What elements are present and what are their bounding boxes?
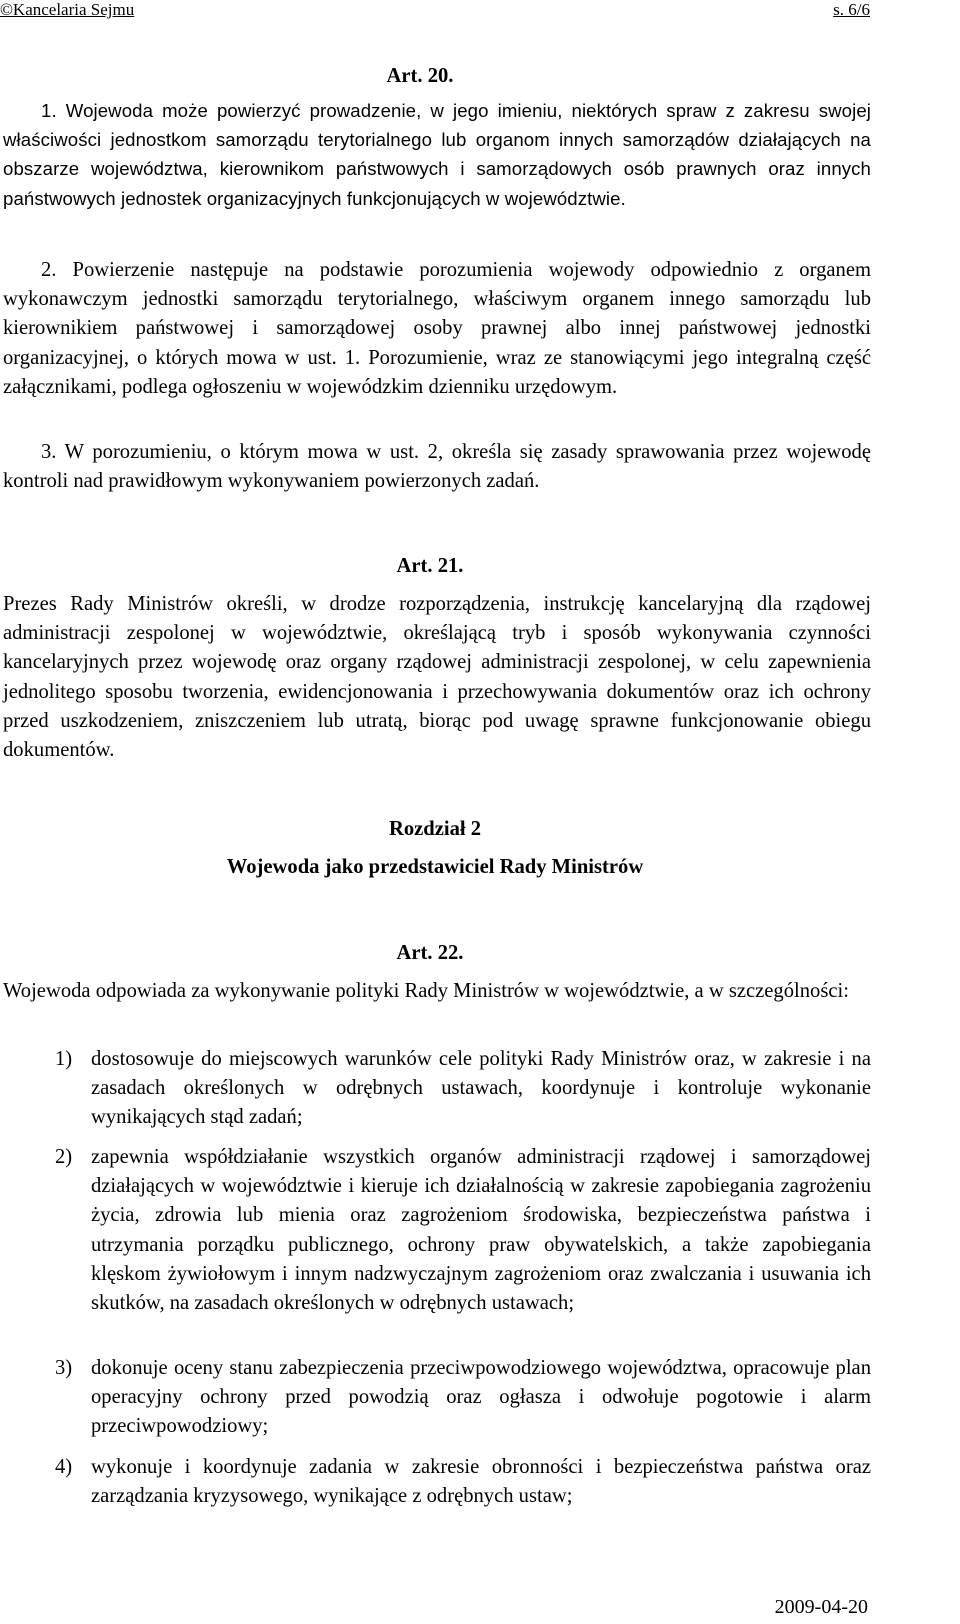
article-21-title: Art. 21. xyxy=(396,555,464,577)
list-item-number: 2) xyxy=(55,1146,73,1168)
article-20-paragraph-2: 2. Powierzenie następuje na podstawie porozumienia wojewody odpowiednio z organem wykonawczym jednostki samorządu terytorialnego, właściwym organem innego samorządu lub kierownikiem państwowej i samorządowej osoby prawnej albo innej państwowej jednostki organizacyjnej, o których mowa w ust. 1. Porozumienie, wraz ze stanowiącymi jego integralną część załącznikami, podlega ogłoszeniu w wojewódzkim dzienniku urzędowym. xyxy=(3,259,871,398)
chapter-title: Wojewoda jako przedstawiciel Rady Ministrów xyxy=(226,856,644,878)
article-22-title: Art. 22. xyxy=(396,942,464,964)
list-item-text: zapewnia współdziałanie wszystkich organów administracji rządowej i samorządowej działających w województwie i kieruje ich działalnością w zakresie zapobiegania zagrożeniu życia, zdrowia lub mienia oraz zagrożeniom środowiska, bezpieczeństwa państwa i utrzymania porządku publicznego, ochrony praw obywatelskich, a także zapobiegania klęskom żywiołowym i innym nadzwyczajnym zagrożeniom oraz zwalczania i usuwania ich skutków, na zasadach określonych w odrębnych ustawach; xyxy=(91,1146,871,1315)
list-item-number: 1) xyxy=(55,1048,73,1070)
article-20-paragraph-1: 1. Wojewoda może powierzyć prowadzenie, w jego imieniu, niektórych spraw z zakresu swojej właściwości jednostkom samorządu terytorialnego lub organom innych samorządów działających na obszarze województwa, kierownikom państwowych i samorządowych osób prawnych oraz innych państwowych jednostek organizacyjnych funkcjonujących w województwie. xyxy=(3,100,871,209)
list-item xyxy=(55,1045,871,1133)
list-item-text: dostosowuje do miejscowych warunków cele polityki Rady Ministrów oraz, w zakresie i na zasadach określonych w odrębnych ustawach, koordynuje i kontroluje wykonanie wynikających stąd zadań; xyxy=(91,1048,871,1129)
article-22-intro: Wojewoda odpowiada za wykonywanie polityki Rady Ministrów w województwie, a w szczególności: xyxy=(3,980,849,1002)
publisher-label: ©Kancelaria Sejmu xyxy=(0,0,135,19)
list-item xyxy=(55,1354,871,1442)
document-date: 2009-04-20 xyxy=(774,1596,868,1618)
list-item-text: dokonuje oceny stanu zabezpieczenia przeciwpowodziowego województwa, opracowuje plan operacyjny ochrony przed powodzią oraz ogłasza i odwołuje pogotowie i alarm przeciwpowodziowy; xyxy=(91,1357,871,1438)
page-number: s. 6/6 xyxy=(833,0,870,19)
article-21-paragraph: Prezes Rady Ministrów określi, w drodze rozporządzenia, instrukcję kancelaryjną dla rządowej administracji zespolonej w województwie, określającą tryb i sposób wykonywania czynności kancelaryjnych przez wojewodę oraz organy rządowej administracji zespolonej, w celu zapewnienia jednolitego sposobu tworzenia, ewidencjonowania i przechowywania dokumentów oraz ich ochrony przed uszkodzeniem, zniszczeniem lub utratą, biorąc pod uwagę sprawne funkcjonowanie obiegu dokumentów. xyxy=(3,593,871,762)
list-item xyxy=(55,1143,871,1318)
article-20-title: Art. 20. xyxy=(386,65,454,87)
article-20-paragraph-3: 3. W porozumieniu, o którym mowa w ust. 2, określa się zasady sprawowania przez wojewodę kontroli nad prawidłowym wykonywaniem powierzonych zadań. xyxy=(3,441,871,493)
list-item-number: 4) xyxy=(55,1456,73,1478)
chapter-number: Rozdział 2 xyxy=(388,818,482,840)
list-item-number: 3) xyxy=(55,1357,73,1379)
list-item-text: wykonuje i koordynuje zadania w zakresie obronności i bezpieczeństwa państwa oraz zarządzania kryzysowego, wynikające z odrębnych ustaw; xyxy=(91,1456,871,1508)
list-item xyxy=(55,1453,871,1511)
page-header xyxy=(0,0,960,22)
